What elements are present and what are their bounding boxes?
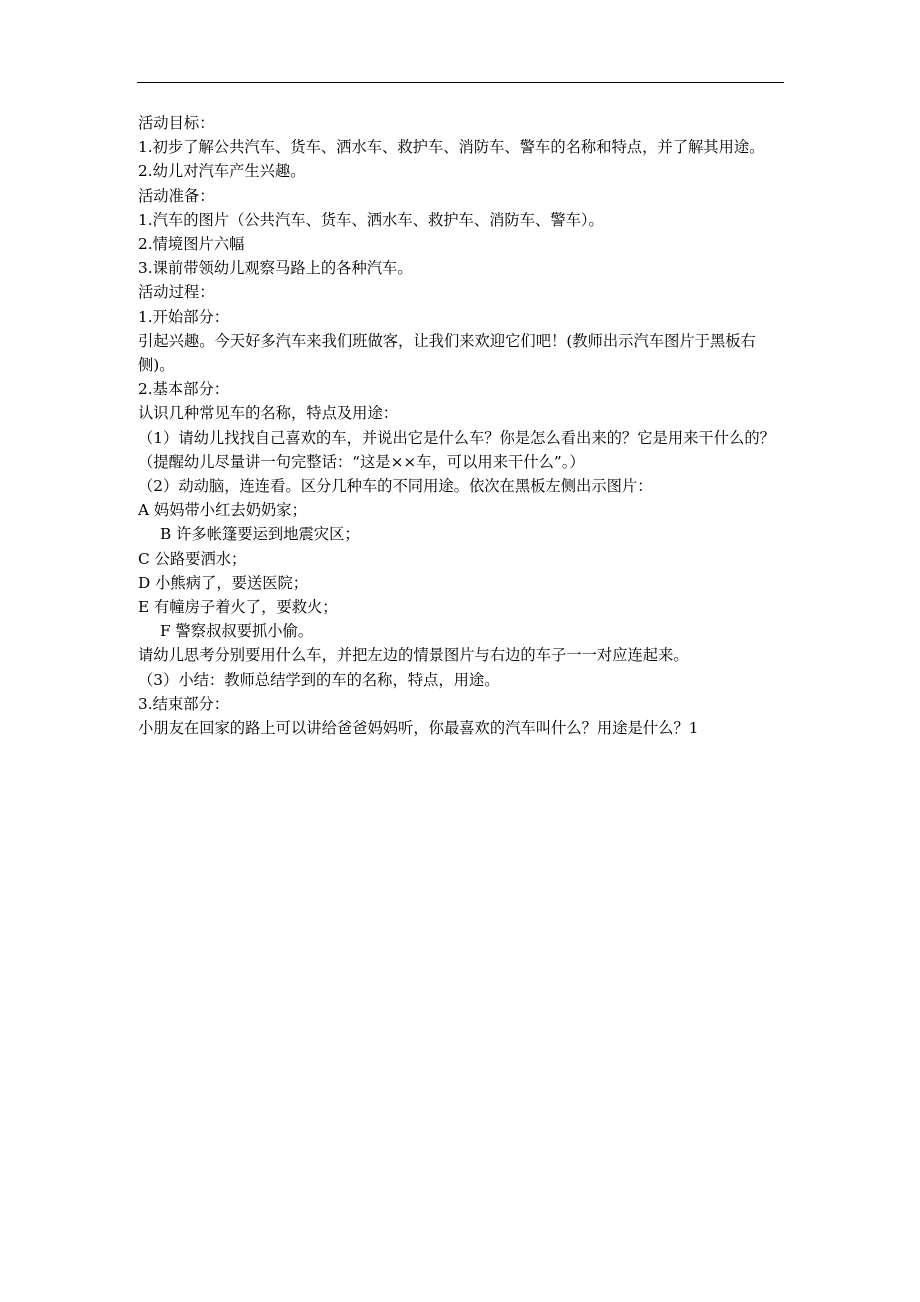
- heading-preparation: 活动准备：: [138, 186, 215, 205]
- scenario-d: D 小熊病了，要送医院；: [138, 573, 309, 592]
- heading-process: 活动过程：: [138, 283, 215, 302]
- scenario-c: C 公路要洒水；: [138, 549, 247, 568]
- header-rule: [137, 82, 784, 83]
- scenario-a: A 妈妈带小红去奶奶家；: [138, 501, 307, 520]
- paragraph-recognize: 认识几种常见车的名称，特点及用途：: [138, 404, 399, 423]
- section-end: 3.结束部分：: [138, 694, 230, 713]
- paragraph-intro: 引起兴趣。今天好多汽车来我们班做客，让我们来欢迎它们吧！(教师出示汽车图片于黑板右侧)。: [138, 331, 756, 375]
- section-start: 1.开始部分：: [138, 307, 230, 326]
- step-2-paragraph: （2）动动脑，连连看。区分几种车的不同用途。依次在黑板左侧出示图片：: [138, 477, 653, 496]
- preparation-item-1: 1.汽车的图片（公共汽车、货车、洒水车、救护车、消防车、警车）。: [138, 210, 604, 229]
- step-1-paragraph: （1）请幼儿找找自己喜欢的车，并说出它是什么车？你是怎么看出来的？它是用来干什么的？（提醒幼儿尽量讲一句完整话：“这是××车，可以用来干什么”。）: [138, 428, 775, 471]
- section-basic: 2.基本部分：: [138, 380, 230, 399]
- scenario-b: B 许多帐篷要运到地震灾区；: [160, 525, 360, 544]
- paragraph-closing: 小朋友在回家的路上可以讲给爸爸妈妈听，你最喜欢的汽车叫什么？用途是什么？1: [138, 719, 699, 738]
- step-3-summary: （3）小结：教师总结学到的车的名称，特点，用途。: [138, 670, 500, 689]
- scenario-f: F 警察叔叔要抓小偷。: [160, 622, 314, 641]
- paragraph-match: 请幼儿思考分别要用什么车，并把左边的情景图片与右边的车子一一对应连起来。: [138, 646, 689, 665]
- goal-item-1: 1.初步了解公共汽车、货车、洒水车、救护车、消防车、警车的名称和特点，并了解其用途。: [138, 138, 765, 157]
- preparation-item-3: 3.课前带领幼儿观察马路上的各种汽车。: [138, 259, 413, 278]
- goal-item-2: 2.幼儿对汽车产生兴趣。: [138, 162, 306, 181]
- scenario-e: E 有幢房子着火了，要救火；: [138, 598, 338, 617]
- document-body: [138, 111, 786, 740]
- heading-goals: 活动目标：: [138, 114, 215, 132]
- preparation-item-2: 2.情境图片六幅: [138, 235, 245, 254]
